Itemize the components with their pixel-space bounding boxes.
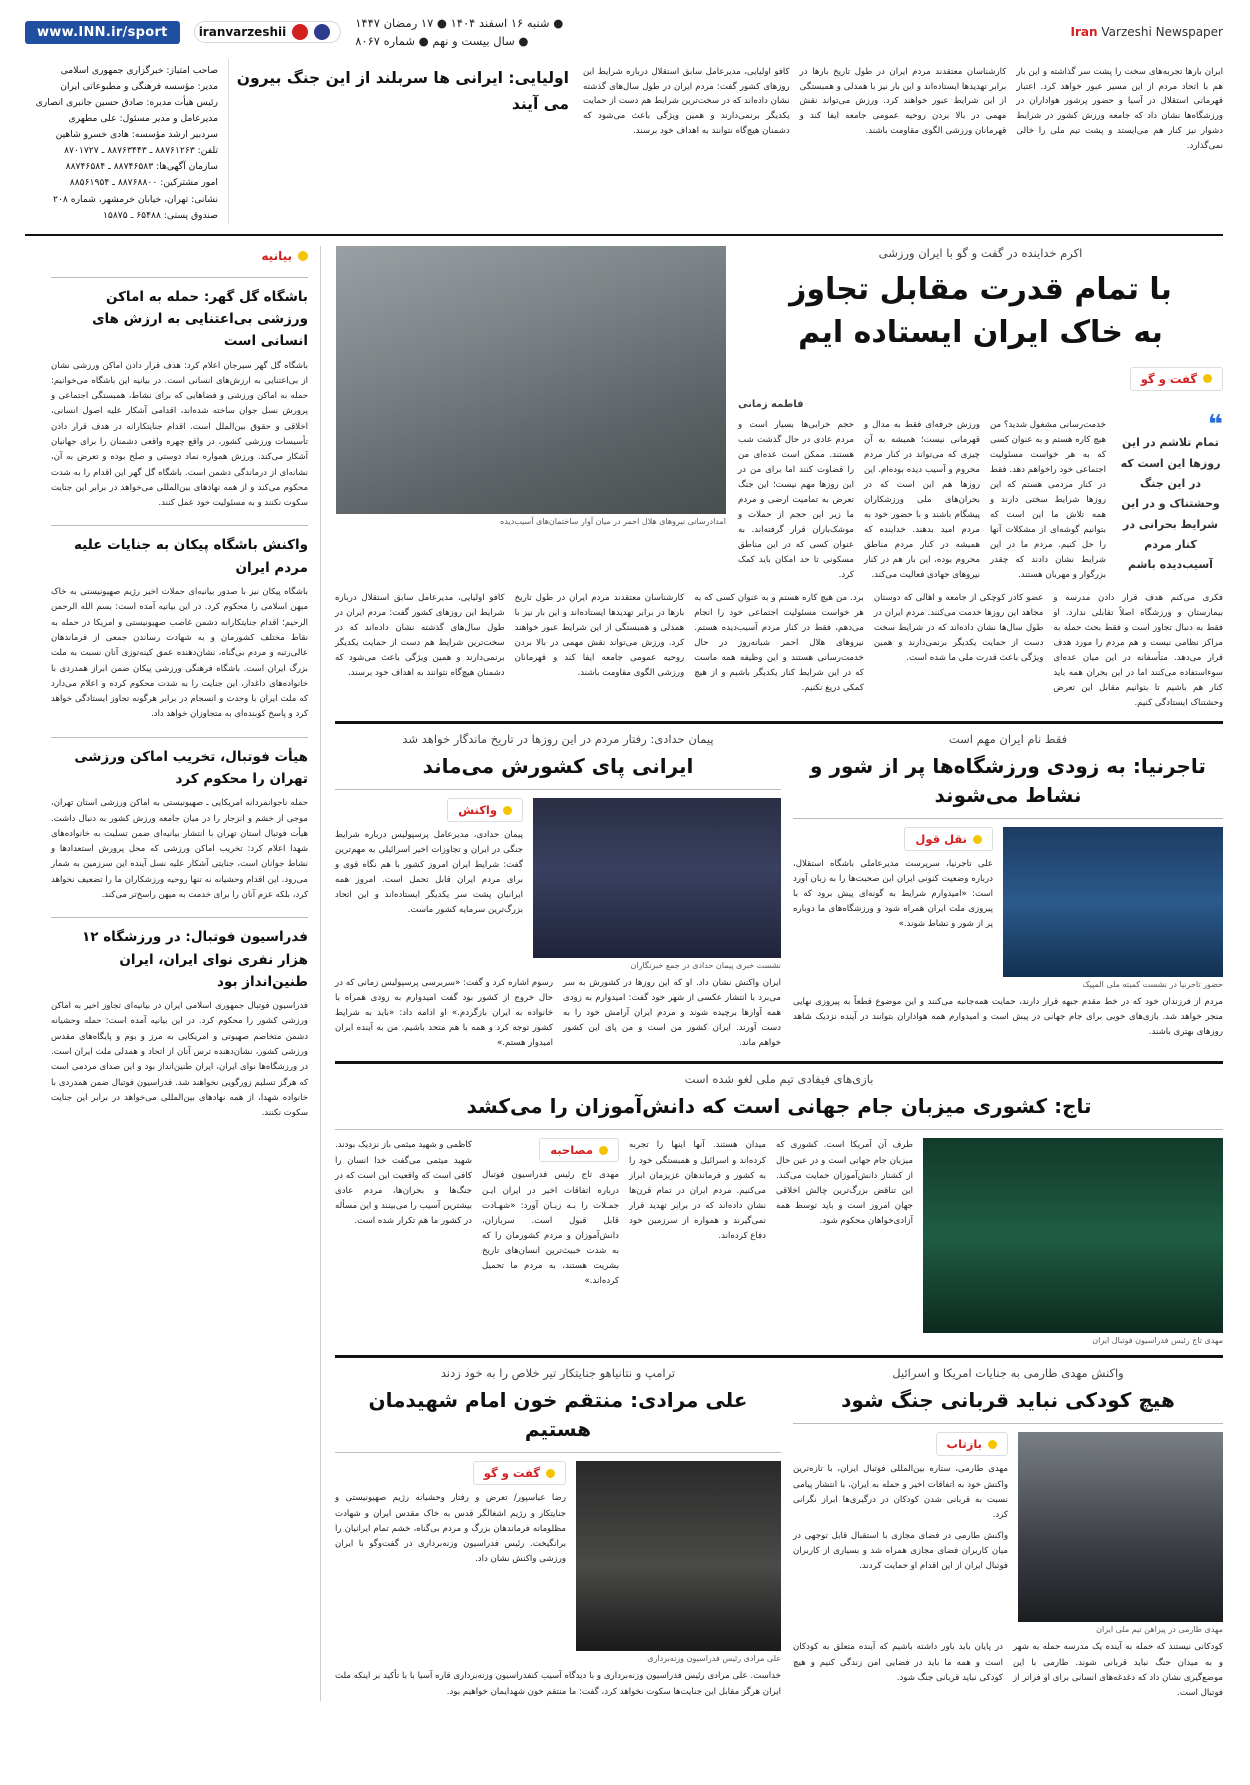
main-story-col-0: خدمت‌رسانی مشغول شدید؟ من هیچ کاره هستم و به عنوان کسی که به هر خواست مسئولیت اجتماعی خود راخواهم دهد. فقط در کنار مردمی هستم که این روزها شرایط سختی دارند و همه تلاش ما این است که بتوانیم گوشه‌ای از مشکلات آنها را حل کنیم. مردم ما در این شرایط نشان دادند که چقدر بزرگوار و مهربان هستند. — [990, 419, 1107, 581]
top-bar — [26, 0, 1224, 59]
story-b-col-1: ایران واکنش نشان داد. او که این روزها در کشورش به سر می‌برد با انتشار عکسی از شهر خود گفت: امیدوارم به زودی همه آوارها برچیده شوند و مردم ایران آرامش خود را به دست آورند. ایران کشور من است و من پای این کشور خواهم ماند. — [564, 978, 782, 1049]
story-f-tag-label: بازتاب — [947, 1437, 983, 1452]
main-story-bottom-col-0: فکری می‌کنم هدف قرار دادن مدرسه و بیمارستان و ورزشگاه اصلاً تقابلی ندارد. او فقط به دنبال تجاوز است و فقط بحث حمله به مراکز نظامی نیست و هم مردم را مورد هدف قرار می‌دهد. متأسفانه در این میان عده‌ای سوءاستفاده می‌کنند اما در این بحران همه باید کنار هم باشیم تا بتوانیم مقابل این تعرض وحشتناک ایستادگی کنیم. — [1054, 593, 1224, 709]
story-b-caption: نشست خبری پیمان حدادی در جمع خبرنگاران — [631, 961, 782, 971]
story-c-headline[interactable]: تاجرنیا: به زودی ورزشگاه‌ها پر از شور و نشاط می‌شوند — [811, 754, 1207, 808]
main-story-headline-1[interactable]: با تمام قدرت مقابل تجاوز — [790, 271, 1173, 307]
story-c-tag-label: نقل قول — [916, 832, 968, 847]
sidebar-item-0-body: باشگاه گل گهر سیرجان اعلام کرد: هدف قرار دادن اماکن ورزشی نشان از بی‌اعتنایی به ارزش‌های انسانی است. در بیانیه این باشگاه می‌خوانیم: حمله به اماکن ورزشی و فضاهایی که برای نشاط، همبستگی اجتماعی و پرورش نسل جوان ساخته شده‌اند، اقدامی آشکار علیه اصول انسانی، اخلاقی و حقوق بین‌الملل است. اقدام جنایتکارانه در هدف قرار دادن تأسیسات ورزشی کشور، در واقع چهره واقعی دشمنان را برای جهانیان آشکار می‌کند. ورزش همواره نماد دوستی و صلح بوده و تعرض به آن، نشانه‌ای از درماندگی دشمن است. باشگاه گل گهر این اقدام را به شدت محکوم می‌کند و از همه نهادهای بین‌المللی می‌خواهد در برابر این جنایت سکوت نکنند و به مسئولیت خود عمل کنند. — [52, 360, 309, 509]
story-d-headline[interactable]: تاج: کشوری میزبان جام جهانی است که دانش‌آموزان را می‌کشد — [467, 1094, 1093, 1119]
story-f-col-3: در پایان باید باور داشته باشیم که آینده متعلق به کودکان است و همه ما باید در فضایی امن زندگی کنیم و هیچ کودکی نباید قربانی جنگ شود. — [794, 1642, 1004, 1683]
sidebar-tag — [262, 249, 309, 263]
tag-dot-icon — [1204, 374, 1213, 383]
story-d-col-1: مهدی تاج رئیس فدراسیون فوتبال درباره اتفاقات اخیر در ایران ایـن جمـلات را بـه زبـان آورد: «شهـادت قابل قبول است. سربازان، دانش‌آموزان و مردم کشورمان را که به شدت خبیث‌ترین انسان‌های تاریخ بشریت هستند، به مردم ما تحمیل کرده‌اند.» — [483, 1170, 620, 1286]
story-c — [794, 732, 1224, 1051]
story-b-col-2: رسوم اشاره کرد و گفت: «سربرسی پرسپولیس زمانی که در حال خروج از کشور بود گفت امیدوارم به زودی همراه با خانواده به ایران بازگردم.» او ادامه داد: «باید به شرایط کشور توجه کرد و همه با هم متحد باشیم. من به آینده ایران امیدوار هستم.» — [336, 978, 554, 1049]
story-e-tag-label: گفت و گو — [484, 1466, 541, 1481]
brand-english — [1072, 25, 1224, 39]
social-handle-label: iranvarzeshii — [199, 25, 288, 40]
story-d-col-0: کاظمی و شهید میثمی باز نزدیک بودند. شهید میثمی می‌گفت خدا انسان را کافی است که واقعیت این است که در جنگ‌ها و بحران‌ها، مردم عادی بیشترین آسیب را می‌بینند و این مسأله در کشور ما هم تکرار شده است. — [336, 1140, 473, 1226]
main-story-bottom-col-2: برد. من هیچ کاره هستم و به عنوان کسی که به هر خواست مسئولیت اجتماعی خود را انجام می‌دهم، فقط در کنار مردم آسیب‌دیده هستم. نیروهای هلال احمر شبانه‌روز در حال خدمت‌رسانی هستند و این وظیفه همه ماست که در این شرایط کنار یکدیگر باشیم و از هیچ کمکی دریغ نکنیم. — [695, 593, 865, 694]
colophon-line-4: سردبیر ارشد مؤسسه: هادی خسرو شاهین — [56, 129, 219, 141]
top-bar-right — [26, 14, 564, 51]
quote-mark-icon: ❝ — [1208, 409, 1224, 440]
brand-english-sub: Varzeshi Newspaper — [1102, 25, 1224, 40]
story-c-col-1: مردم از فرزندان خود که در خط مقدم جبهه قرار دارند، حمایت همه‌جانبه می‌کنند و این موضوع قطعاً به پیروزی نهایی منجر خواهد شد. بازی‌های خوبی برای جام جهانی در پیش است و امیدوارم همه هواداران بتوانند در آینده نزدیک شاهد روزهای بهتری باشند. — [794, 997, 1224, 1038]
issue-info — [356, 14, 564, 51]
sidebar-item-0[interactable] — [52, 286, 309, 512]
story-b — [336, 732, 782, 1051]
main-story-bottom-col-4: کافو اولیایی، مدیرعامل سابق استقلال درباره شرایط این روزهای کشور گفت: مردم ایران در طول سال‌های گذشته نشان داده‌اند که در سخت‌ترین شرایط هم دست از حمایت یکدیگر برنمی‌دارند و همین ویژگی باعث می‌شود که دشمنان هیچ‌گاه نتوانند به اهداف خود برسند. — [336, 593, 506, 679]
colophon-line-8: نشانی: تهران، خیابان خرمشهر، شماره ۲۰۸ — [54, 193, 219, 205]
colophon-line-5: تلفن: ۸۸۷۶۱۲۶۳ ـ ۸۸۷۶۳۴۴۳ ـ ۸۷۰۱۷۲۷ — [65, 145, 219, 157]
lead-article-headline[interactable]: اولیایی: ایرانی ها سربلند از این جنگ بیرون می آیند — [237, 68, 570, 114]
site-url-badge[interactable]: www.INN.ir/sport — [26, 21, 181, 44]
tag-dot-icon — [989, 1440, 998, 1449]
story-d-kicker: بازی‌های فیفادی تیم ملی لغو شده است — [685, 1072, 875, 1087]
tag-dot-icon — [504, 806, 513, 815]
story-e-caption: علی مرادی رئیس فدراسیون وزنه‌برداری — [648, 1654, 782, 1664]
row-four — [336, 1366, 1224, 1700]
story-c-kicker: فقط نام ایران مهم است — [949, 732, 1069, 747]
issue-number: ● سال بیست و نهم ● شماره ۸۰۶۷ — [356, 34, 530, 49]
story-f-tag — [937, 1432, 1009, 1456]
telegram-icon — [315, 24, 331, 40]
story-b-col-0: پیمان حدادی، مدیرعامل پرسپولیس درباره شرایط جنگی در ایران و تجاوزات اخیر اسرائیلی به مهم‌ترین گفت: شرایط ایران امروز کشور با هم نگاه قوی و برای مردم ایران قابل تحمل است. امروز همه ایرانیان پشت سر یکدیگر ایستاده‌اند و این اتحاد بزرگ‌ترین سرمایه کشور ماست. — [336, 830, 524, 916]
main-story-col-1: ورزش حرفه‌ای فقط به مدال و قهرمانی نیست؛ همیشه به آن چیزی که می‌تواند در کنار مردم محروم و آسیب دیده بوده‌ام. این روزها هم این است که در بحران‌های ملی ورزشکاران پیشگام باشند و با حضور خود به مردم امید بدهند. خداینده که همیشه در کنار مردم مناطق محروم بوده، این بار هم در کنار نیروهای جهادی فعالیت می‌کند. — [865, 419, 981, 581]
story-b-headline[interactable]: ایرانی پای کشورش می‌ماند — [423, 754, 695, 779]
colophon-line-2: رئیس هیأت مدیره: صادق حسین جانبری انصاری — [36, 96, 219, 108]
main-story-bottom-col-3: کارشناسان معتقدند مردم ایران در طول تاریخ بارها در برابر تهدیدها ایستاده‌اند و این بار نیز با همدلی و همبستگی از این شرایط عبور خواهند کرد. ورزش می‌تواند نقش مهمی در بالا بردن روحیه عمومی جامعه ایفا کند و قهرمانان ورزشی الگوی مقاومت باشند. — [515, 593, 686, 679]
sidebar-item-2-title: هیأت فوتبال، تخریب اماکن ورزشی تهران را محکوم کرد — [75, 748, 309, 787]
story-f-kicker: واکنش مهدی طارمی به جنایات امریکا و اسرائیل — [893, 1366, 1125, 1381]
story-e-photo — [577, 1461, 782, 1651]
tag-dot-icon — [299, 251, 309, 261]
story-b-kicker: پیمان حدادی: رفتار مردم در این روزها در تاریخ ماندگار خواهد شد — [403, 732, 715, 747]
story-d-tag — [540, 1138, 620, 1162]
story-c-col-0: علی تاجرنیا، سرپرست مدیرعاملی باشگاه استقلال، درباره وضعیت کنونی ایران این صحبت‌ها را به زبان آورد است: «امیدوارم شرایط به گونه‌ای پیش برود که با پیروزی ملت ایران همراه شود و ورزشگاه‌های ما دوباره پر از شور و نشاط شوند.» — [794, 859, 994, 930]
story-c-caption: حضور تاجرنیا در نشست کمیته ملی المپیک — [1083, 980, 1224, 990]
story-e — [336, 1366, 782, 1700]
sidebar-item-1-body: باشگاه پیکان نیز با صدور بیانیه‌ای حملات اخیر رژیم صهیونیستی به خاک میهن اسلامی را محکوم کرد. در این بیانیه آمده است: بسم الله الرحمن الرحیم؛ اقدام جنایتکارانه دشمن غاصب صهیونیستی و امریکا در حمله به نقاط مختلف کشورمان و به شهادت رساندن جمعی از فرماندهان عالی‌رتبه و مردم بی‌گناه، نشان‌دهنده عمق کینه‌توزی آنان نسبت به ملت بزرگ ایران است. باشگاه فرهنگی ورزشی پیکان ضمن ابراز همدردی با خانواده‌های داغدار، این جنایت را به شدت محکوم کرده و اعلام می‌دارد که ملت ایران با وحدت و انسجام در برابر هرگونه تجاوز ایستادگی خواهد کرد و پاسخ کوبنده‌ای به متجاوزان خواهد داد. — [52, 587, 309, 720]
story-d-caption: مهدی تاج رئیس فدراسیون فوتبال ایران — [1093, 1336, 1224, 1346]
brand-english-main: Iran — [1071, 25, 1099, 40]
story-d-col-2: میدان هستند. آنها اینها را تجربه کرده‌اند و اسرائیل و همبستگی خود را به کشور و فرماندهان عزیزمان ابراز می‌کنیم. مردم ایران در تمام قرن‌ها نشان داده‌اند که در برابر تهدید قرار نمی‌گیرند و همواره از سرزمین خود دفاع کرده‌اند. — [630, 1140, 767, 1241]
story-d-col-3: طرف آن آمریکا است. کشوری که میزبان جام جهانی است و در عین حال از کشتار دانش‌آموزان حمایت می‌کند. این تناقض بزرگ‌ترین چالش اخلاقی جهان امروز است و باید توسط همه آزادی‌خواهان محکوم شود. — [777, 1140, 914, 1226]
story-e-tag — [474, 1461, 567, 1485]
main-story-tag-label: گفت و گو — [1141, 371, 1198, 386]
content-grid — [26, 246, 1224, 1701]
story-e-col-0: رضا عباسپور/ تعرض و رفتار وحشیانه رژیم صهیونیستی و جنایتکار و رژیم اشغالگر قدس به خاک مقدس ایران و شهادت مظلومانه فرماندهان بزرگ و مردم بی‌گناه، خشم تمام ایرانیان را برانگیخت. رئیس فدراسیون وزنه‌برداری در گفت‌وگو با ایران ورزشی واکنش نشان داد. — [336, 1493, 567, 1564]
lead-article-columns — [584, 59, 1224, 154]
colophon-line-1: مدیر: مؤسسه فرهنگی و مطبوعاتی ایران — [61, 80, 219, 92]
story-d-photo — [924, 1138, 1224, 1333]
main-story-headline-2[interactable]: به خاک ایران ایستاده ایم — [799, 315, 1164, 351]
sidebar-item-3-body: فدراسیون فوتبال جمهوری اسلامی ایران در بیانیه‌ای تجاوز اخیر به اماکن ورزشی کشور را محکوم کرد. در این بیانیه آمده است: حمله وحشیانه دشمن متخاصم صهیونی و امریکایی به مرز و بوم و پایگاه‌های مقدس ورزشی کشور، نشان‌دهنده ترس آنان از اتحاد و همدلی ملت ایران است. در ورزشگاه‌ها نوای ایران، ایران طنین‌انداز بود و این صدای مردمی است که هرگز تسلیم زورگویی نخواهند شد. فدراسیون فوتبال ضمن همدردی با خانواده شهدا، از همه نهادهای بین‌المللی می‌خواهد در برابر این جنایت سکوت نکنند. — [52, 1001, 309, 1119]
story-f — [794, 1366, 1224, 1700]
social-handle-pill[interactable] — [195, 21, 343, 43]
sidebar-item-1-title: واکنش باشگاه پیکان به جنایات علیه مردم ایران — [75, 537, 309, 576]
story-d — [336, 1072, 1224, 1345]
main-column — [336, 246, 1224, 1701]
tag-dot-icon — [974, 835, 983, 844]
sidebar-item-2-body: حمله ناجوانمردانه امریکایی ـ صهیونیستی به اماکن ورزشی استان تهران، موجی از خشم و انزجار را در میان جامعه ورزش کشور به دنبال داشت. هیأت فوتبال استان تهران با انتشار بیانیه‌ای ضمن تسلیت به خانواده‌های شهدا اعلام کرد: تخریب اماکن ورزشی که محل پرورش استعدادها و نشاط جوانان است، جنایتی آشکار علیه نسل آینده این سرزمین به شمار می‌رود. این اقدام وحشیانه نه تنها روحیه ورزشکاران ما را تضعیف نخواهد کرد، بلکه عزم آنان را برای خدمت به میهن راسخ‌تر می‌کند. — [52, 798, 309, 900]
sidebar-item-3[interactable] — [52, 926, 309, 1121]
story-b-photo — [534, 798, 782, 958]
story-e-kicker: ترامپ و نتانیاهو جنایتکار تیر خلاص را به خود زدند — [441, 1366, 677, 1381]
sidebar-item-2[interactable] — [52, 746, 309, 904]
lead-col-1: کارشناسان معتقدند مردم ایران در طول تاریخ بارها در برابر تهدیدها ایستاده‌اند و این بار نیز با همدلی و همبستگی از این شرایط عبور خواهند کرد. ورزش می‌تواند نقش مهمی در بالا بردن روحیه عمومی جامعه ایفا کند و قهرمانان ورزشی الگوی مقاومت باشند. — [800, 66, 1008, 136]
issue-date: ● شنبه ۱۶ اسفند ۱۴۰۴ ● ۱۷ رمضان ۱۴۴۷ — [356, 16, 565, 30]
story-f-caption: مهدی طارمی در پیراهن تیم ملی ایران — [1097, 1625, 1224, 1635]
story-f-photo — [1019, 1432, 1224, 1622]
story-f-col-1: واکنش طارمی در فضای مجازی با استقبال قابل توجهی در میان کاربران فضای مجازی همراه شد و بسیاری از کاربران فوتبال ایران از این اقدام او حمایت کردند. — [794, 1530, 1009, 1571]
story-c-photo — [1004, 827, 1224, 977]
story-b-tag — [448, 798, 524, 822]
tag-dot-icon — [547, 1469, 556, 1478]
lead-col-0: ایران بارها تجربه‌های سخت را پشت سر گذاشته و این بار هم با اتحاد مردم از این مسیر عبور خواهد کرد. اعتبار قهرمانی استقلال در آسیا و حضور پرشور هواداران در ورزشگاه‌ها نشان داد که جامعه ورزش کشور در شرایط دشوار نیز کنار هم می‌ایستد و پشت تیم ملی را خالی نمی‌گذارد. — [1017, 66, 1224, 151]
story-f-headline[interactable]: هیچ کودکی نباید قربانی جنگ شود — [842, 1388, 1176, 1413]
sidebar-item-1[interactable] — [52, 534, 309, 722]
sidebar-item-0-title: باشگاه گل گهر: حمله به اماکن ورزشی بی‌اعتنایی به ارزش های انسانی است — [93, 288, 309, 350]
main-story-bottom-col-1: عضو کادر کوچکی از جامعه و اهالی که دوستان مجاهد این روزها خدمت می‌کنند. مردم ایران در طول سال‌ها نشان داده‌اند که در شرایط سخت دست از حمایت یکدیگر برنمی‌دارند و همین ویژگی باعث قدرت ملی ما شده است. — [874, 593, 1045, 664]
colophon — [0, 59, 230, 224]
story-e-headline[interactable]: علی مرادی: منتقم خون امام شهیدمان هستیم — [369, 1388, 749, 1442]
main-story-pullquote: تمام تلاشم در این روزها این است که در این جنگ وحشتناک و در این شرایط بحرانی در کنار مردم آسیب‌دیده باشم — [1121, 436, 1222, 572]
story-f-col-0: مهدی طارمی، ستاره بین‌المللی فوتبال ایران، با تازه‌ترین واکنش خود به اتفاقات اخیر و حمله به ایران، با انتشار پیامی نسبت به قربانی شدن کودکان در درگیری‌ها ابراز نگرانی کرد. — [794, 1464, 1009, 1520]
colophon-line-7: امور مشترکین: ۸۸۷۶۸۸۰۰ ـ ۸۸۵۶۱۹۵۴ — [70, 177, 219, 189]
colophon-line-3: مدیرعامل و مدیر مسئول: علی مطهری — [69, 113, 219, 125]
main-story-photo-caption: امدادرسانی نیروهای هلال احمر در میان آوار ساختمان‌های آسیب‌دیده — [501, 516, 727, 526]
main-story-kicker: اکرم خداینده در گفت و گو با ایران ورزشی — [879, 245, 1084, 260]
colophon-line-0: صاحب امتیاز: خبرگزاری جمهوری اسلامی — [61, 64, 219, 76]
colophon-line-6: سازمان آگهی‌ها: ۸۸۷۴۶۵۸۳ ـ ۸۸۷۴۶۵۸۴ — [66, 161, 219, 173]
story-d-tag-label: مصاحبه — [551, 1143, 594, 1158]
sidebar — [52, 246, 322, 1701]
sidebar-tag-label: بیانیه — [262, 248, 293, 263]
main-story — [336, 246, 1224, 583]
instagram-icon — [293, 24, 309, 40]
lead-col-2: کافو اولیایی، مدیرعامل سابق استقلال درباره شرایط این روزهای کشور گفت: مردم ایران در طول سال‌های گذشته نشان داده‌اند که در سخت‌ترین شرایط هم دست از حمایت یکدیگر برنمی‌دارند و همین ویژگی باعث می‌شود که دشمنان هیچ‌گاه نتوانند به اهداف خود برسند. — [583, 66, 791, 136]
main-story-byline: فاطمه زمانی — [739, 398, 805, 410]
main-story-col-2: حجم خرابی‌ها بسیار است و مردم عادی در حال گذشت شب هستند. ممکن است عده‌ای من را قضاوت کنند اما برای من در این روزها مهم نیست؛ این جنگ تعرض به تمامیت ارضی و مردم ما زیر این حجم از حملات و موشک‌باران قرار گرفته‌اند. به عنوان کسی که در این مناطق مسکونی تا حد امکان باید کمک کرد. — [739, 419, 855, 581]
masthead — [26, 59, 1224, 236]
story-c-tag — [905, 827, 994, 851]
colophon-line-9: صندوق پستی: ۶۵۴۸۸ ـ ۱۵۸۷۵ — [103, 209, 219, 221]
main-story-photo — [337, 246, 727, 514]
story-b-tag-label: واکنش — [459, 803, 498, 818]
story-f-col-2: کودکانی نیستند که حمله به آینده یک مدرسه حمله به شهر و به میدان جنگ نباید قربانی شوند. طارمی با این موضع‌گیری نشان داد که دغدغه‌های انسانی برای او فراتر از فوتبال است. — [1014, 1642, 1224, 1698]
tag-dot-icon — [600, 1146, 609, 1155]
story-e-col-1: خداست. علی مرادی رئیس فدراسیون وزنه‌برداری و با دیدگاه آسیب کنفدراسیون وزنه‌برداری قاره آسیا با با تأکید بر اینکه ملت ایران هرگز مقابل این جنایت‌ها سکوت نخواهد کرد، گفت: ما منتقم خون شهدایمان خواهیم بود. — [336, 1671, 782, 1697]
main-story-tag — [1131, 367, 1224, 391]
row-two — [336, 732, 1224, 1051]
sidebar-item-3-title: فدراسیون فوتبال: در ورزشگاه ۱۲ هزار نفری نوای ایران، ایران طنین‌انداز بود — [83, 929, 309, 990]
main-story-bottom — [336, 591, 1224, 711]
